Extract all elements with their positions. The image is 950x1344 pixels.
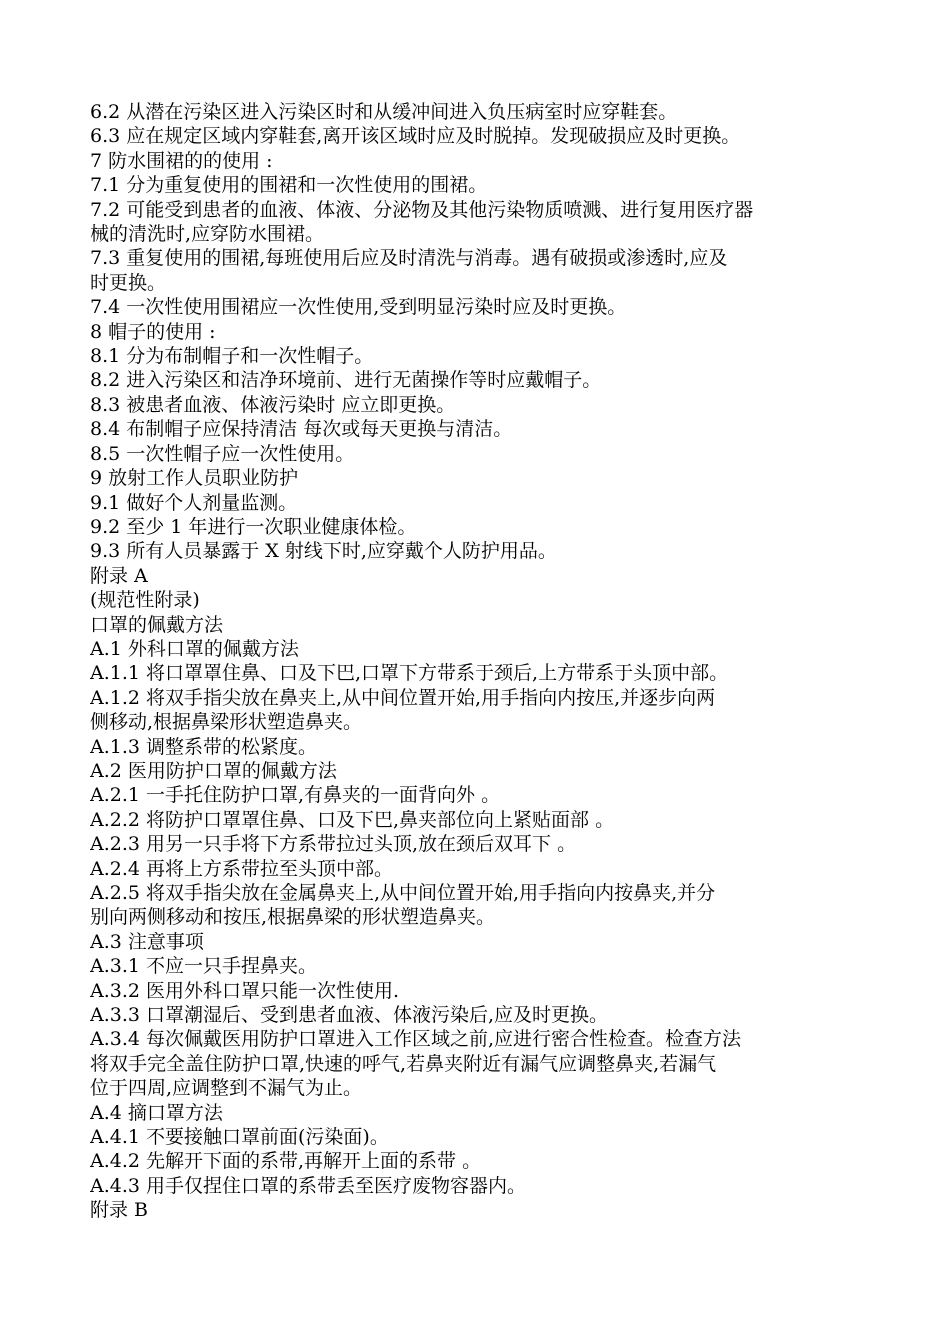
text-line: 将双手完全盖住防护口罩,快速的呼气,若鼻夹附近有漏气应调整鼻夹,若漏气 xyxy=(90,1052,717,1075)
text-line: 9.2 至少 1 年进行一次职业健康体检。 xyxy=(90,515,417,538)
appendix-subtitle: (规范性附录) xyxy=(90,589,200,612)
text-line: A.4.2 先解开下面的系带,再解开上面的系带 。 xyxy=(90,1150,482,1173)
text-line: 9.3 所有人员暴露于 X 射线下时,应穿戴个人防护用品。 xyxy=(90,540,557,563)
section-heading: 7 防水围裙的的使用 : xyxy=(90,149,273,172)
section-heading: A.1 外科口罩的佩戴方法 xyxy=(90,637,299,660)
text-line: 别向两侧移动和按压,根据鼻梁的形状塑造鼻夹。 xyxy=(90,906,496,929)
text-line: 8.4 布制帽子应保持清洁 每次或每天更换与清洁。 xyxy=(90,418,513,441)
text-line: 8.5 一次性帽子应一次性使用。 xyxy=(90,442,355,465)
section-heading: 9 放射工作人员职业防护 xyxy=(90,467,299,490)
text-line: 9.1 做好个人剂量监测。 xyxy=(90,491,298,514)
text-line: A.2.4 再将上方系带拉至头顶中部。 xyxy=(90,857,394,880)
text-line: 7.1 分为重复使用的围裙和一次性使用的围裙。 xyxy=(90,174,488,197)
text-line: 8.2 进入污染区和洁净环境前、进行无菌操作等时应戴帽子。 xyxy=(90,369,602,392)
appendix-heading: 附录 A xyxy=(90,564,148,587)
text-line: A.2.1 一手托住防护口罩,有鼻夹的一面背向外 。 xyxy=(90,784,501,807)
text-line: A.4.3 用手仅捏住口罩的系带丢至医疗废物容器内。 xyxy=(90,1174,527,1197)
text-line: A.3.1 不应一只手捏鼻夹。 xyxy=(90,955,318,978)
text-line: A.3.4 每次佩戴医用防护口罩进入工作区域之前,应进行密合性检查。检查方法 xyxy=(90,1028,742,1051)
section-heading: A.2 医用防护口罩的佩戴方法 xyxy=(90,759,337,782)
text-line: 时更换。 xyxy=(90,271,167,294)
text-line: A.2.2 将防护口罩罩住鼻、口及下巴,鼻夹部位向上紧贴面部 。 xyxy=(90,808,615,831)
text-line: A.1.1 将口罩罩住鼻、口及下巴,口罩下方带系于颈后,上方带系于头顶中部。 xyxy=(90,662,729,685)
text-line: 6.3 应在规定区域内穿鞋套,离开该区域时应及时脱掉。发现破损应及时更换。 xyxy=(90,125,741,148)
section-heading: 8 帽子的使用 : xyxy=(90,320,216,343)
text-line: A.3.3 口罩潮湿后、受到患者血液、体液污染后,应及时更换。 xyxy=(90,1004,609,1027)
text-line: 7.3 重复使用的围裙,每班使用后应及时清洗与消毒。遇有破损或渗透时,应及 xyxy=(90,247,728,270)
text-line: 7.4 一次性使用围裙应一次性使用,受到明显污染时应及时更换。 xyxy=(90,296,627,319)
text-line: A.4.1 不要接触口罩前面(污染面)。 xyxy=(90,1126,389,1149)
appendix-heading: 附录 B xyxy=(90,1199,149,1222)
section-heading: A.4 摘口罩方法 xyxy=(90,1101,223,1124)
text-line: 位于四周,应调整到不漏气为止。 xyxy=(90,1077,363,1100)
text-line: A.3.2 医用外科口罩只能一次性使用. xyxy=(90,979,400,1002)
text-line: 械的清洗时,应穿防水围裙。 xyxy=(90,223,325,246)
text-line: 侧移动,根据鼻梁形状塑造鼻夹。 xyxy=(90,711,363,734)
text-line: 8.3 被患者血液、体液污染时 应立即更换。 xyxy=(90,393,456,416)
text-line: 6.2 从潜在污染区进入污染区时和从缓冲间进入负压病室时应穿鞋套。 xyxy=(90,101,678,123)
text-line: A.2.5 将双手指尖放在金属鼻夹上,从中间位置开始,用手指向内按鼻夹,并分 xyxy=(90,882,716,904)
text-line: 8.1 分为布制帽子和一次性帽子。 xyxy=(90,345,374,368)
appendix-title: 口罩的佩戴方法 xyxy=(90,613,224,636)
text-line: 7.2 可能受到患者的血液、体液、分泌物及其他污染物质喷溅、进行复用医疗器 xyxy=(90,198,754,221)
text-line: A.1.2 将双手指尖放在鼻夹上,从中间位置开始,用手指向内按压,并逐步向两 xyxy=(90,686,716,709)
text-line: A.1.3 调整系带的松紧度。 xyxy=(90,735,318,758)
text-line: A.2.3 用另一只手将下方系带拉过头顶,放在颈后双耳下 。 xyxy=(90,833,577,856)
document-page xyxy=(90,100,870,1223)
section-heading: A.3 注意事项 xyxy=(90,930,204,953)
